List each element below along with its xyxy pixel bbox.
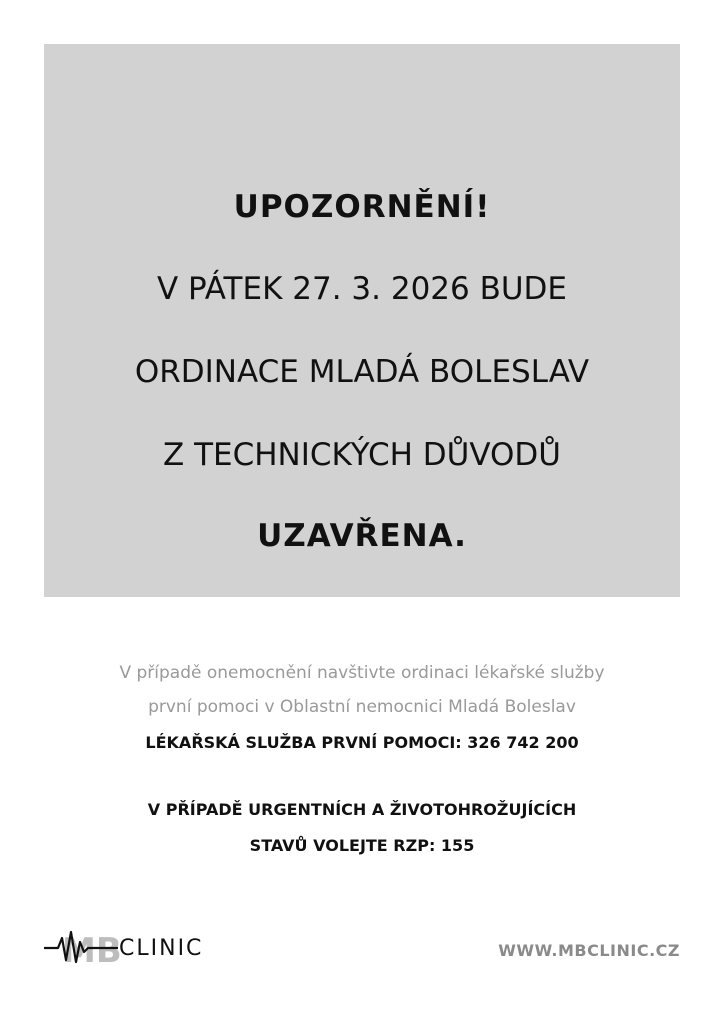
urgent-line-2: STAVŮ VOLEJTE RZP: 155	[249, 836, 475, 855]
logo-text: CLINIC	[119, 936, 204, 961]
mbclinic-logo	[44, 928, 224, 968]
notice-closed: UZAVŘENA.	[257, 518, 467, 554]
urgent-line-1: V PŘÍPADĚ URGENTNÍCH A ŽIVOTOHROŽUJÍCÍCH	[147, 800, 577, 819]
logo-mark-icon	[44, 928, 122, 968]
info-text-line-1: V případě onemocnění navštivte ordinaci lékařské služby	[119, 663, 605, 683]
notice-line-office: ORDINACE MLADÁ BOLESLAV	[134, 354, 590, 390]
notice-line-date: V PÁTEK 27. 3. 2026 BUDE	[156, 271, 568, 307]
notice-box	[44, 44, 680, 597]
logo-mark-text: MB	[62, 931, 122, 968]
notice-line-reason: Z TECHNICKÝCH DŮVODŮ	[162, 437, 561, 473]
info-text-line-2: první pomoci v Oblastní nemocnici Mladá Boleslav	[148, 697, 576, 717]
emergency-phone-line: LÉKAŘSKÁ SLUŽBA PRVNÍ POMOCI: 326 742 200	[145, 733, 579, 752]
website-url: WWW.MBCLINIC.CZ	[498, 941, 680, 960]
notice-heading: UPOZORNĚNÍ!	[233, 189, 491, 225]
